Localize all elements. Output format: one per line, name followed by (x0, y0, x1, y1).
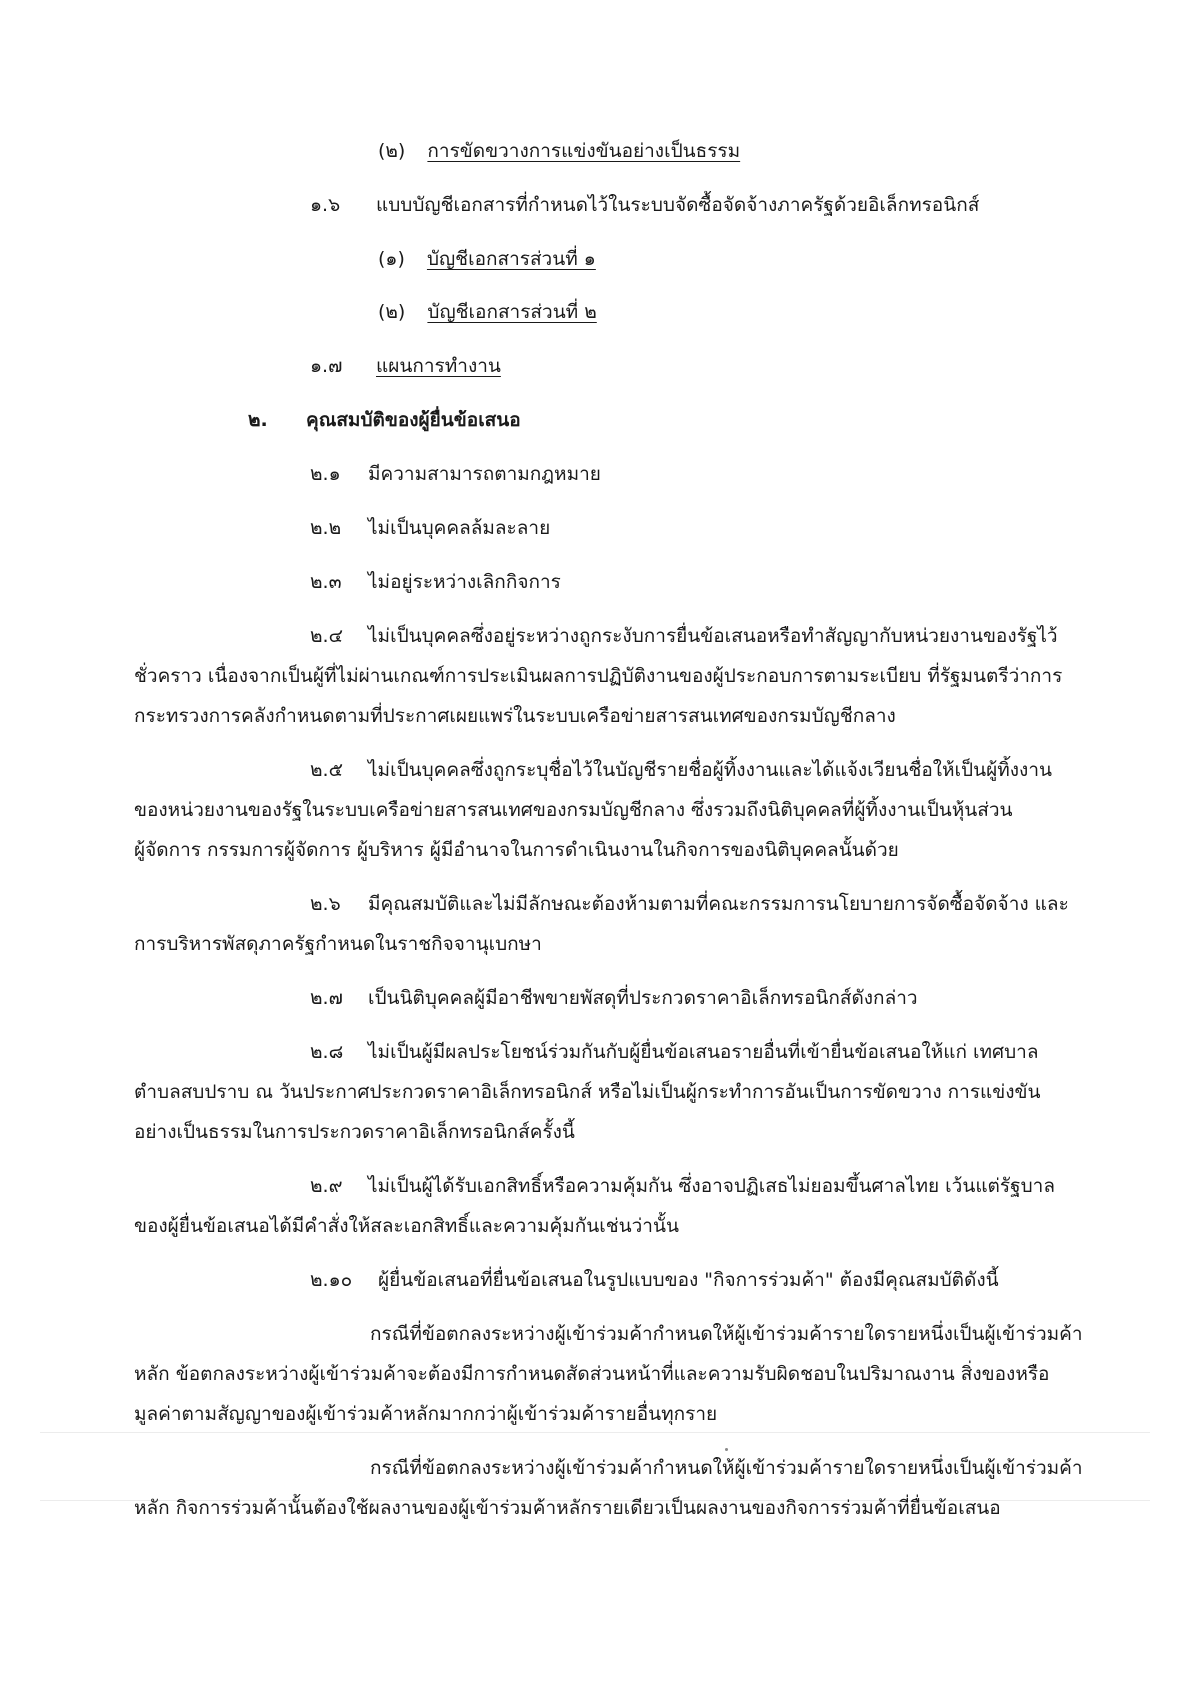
clause-text: มีคุณสมบัติและไม่มีลักษณะต้องห้ามตามที่คณะกรรมการนโยบายการจัดซื้อจัดจ้าง และ (368, 893, 1069, 915)
item-number: (๒) (378, 140, 406, 162)
section-number: ๑.๗ (310, 355, 343, 377)
clause-2-5-line-1 (310, 756, 1052, 784)
clause-2-10-p1-line-1: กรณีที่ข้อตกลงระหว่างผู้เข้าร่วมค้ากำหนดให้ผู้เข้าร่วมค้ารายใดรายหนึ่งเป็นผู้เข้าร่วมค้า (370, 1323, 1083, 1345)
clause-text: ไม่อยู่ระหว่างเลิกกิจการ (368, 571, 561, 593)
clause-2-10-p2-line-2: หลัก กิจการร่วมค้านั้นต้องใช้ผลงานของผู้เข้าร่วมค้าหลักรายเดียวเป็นผลงานของกิจการร่วมค้าที่ยื่นข้อเสนอ (134, 1497, 1001, 1519)
section-2-heading (248, 406, 521, 434)
clause-2-10-p2-line-1: กรณีที่ข้อตกลงระหว่างผู้เข้าร่วมค้ากำหนดให้ผู้เข้าร่วมค้ารายใดรายหนึ่งเป็นผู้เข้าร่วมค้า (370, 1457, 1083, 1479)
clause-number: ๒.๕ (310, 759, 343, 781)
clause-2-8-line-2: ตำบลสบปราบ ณ วันประกาศประกวดราคาอิเล็กทรอนิกส์ หรือไม่เป็นผู้กระทำการอันเป็นการขัดขวาง การแข่งขัน (134, 1081, 1041, 1103)
scan-line (40, 1432, 1150, 1433)
clause-2-2 (310, 514, 550, 542)
section-1-6 (310, 191, 979, 219)
scan-dot (725, 1448, 728, 1451)
clause-2-8-line-3: อย่างเป็นธรรมในการประกวดราคาอิเล็กทรอนิกส์ครั้งนี้ (134, 1121, 575, 1143)
item-1-6-2 (378, 298, 597, 326)
clause-text: มีความสามารถตามกฎหมาย (368, 463, 601, 485)
clause-2-4-line-3: กระทรวงการคลังกำหนดตามที่ประกาศเผยแพร่ในระบบเครือข่ายสารสนเทศของกรมบัญชีกลาง (134, 705, 896, 727)
item-1-5-2 (378, 137, 740, 165)
clause-number: ๒.๓ (310, 571, 342, 593)
clause-2-10-p1-line-2: หลัก ข้อตกลงระหว่างผู้เข้าร่วมค้าจะต้องมีการกำหนดสัดส่วนหน้าที่และความรับผิดชอบในปริมาณงาน สิ่งของหรือ (134, 1363, 1050, 1385)
clause-2-3 (310, 568, 561, 596)
section-text: แบบบัญชีเอกสารที่กำหนดไว้ในระบบจัดซื้อจัดจ้างภาครัฐด้วยอิเล็กทรอนิกส์ (376, 194, 980, 216)
section-number: ๑.๖ (310, 194, 341, 216)
clause-text: ไม่เป็นผู้ได้รับเอกสิทธิ์หรือความคุ้มกัน ซึ่งอาจปฏิเสธไม่ยอมขึ้นศาลไทย เว้นแต่รัฐบาล (368, 1175, 1055, 1197)
item-link-text[interactable]: บัญชีเอกสารส่วนที่ ๑ (426, 248, 596, 270)
item-1-6-1 (378, 245, 596, 273)
clause-text: ไม่เป็นบุคคลซึ่งถูกระบุชื่อไว้ในบัญชีรายชื่อผู้ทิ้งงานและได้แจ้งเวียนชื่อให้เป็นผู้ทิ้งงาน (368, 759, 1052, 781)
clause-number: ๒.๖ (310, 893, 341, 915)
clause-2-7 (310, 984, 918, 1012)
clause-2-6-line-2: การบริหารพัสดุภาครัฐกำหนดในราชกิจจานุเบกษา (134, 933, 542, 955)
clause-2-6-line-1 (310, 890, 1069, 918)
clause-text: เป็นนิติบุคคลผู้มีอาชีพขายพัสดุที่ประกวดราคาอิเล็กทรอนิกส์ดังกล่าว (368, 987, 918, 1009)
section-number: ๒. (248, 409, 268, 431)
clause-2-5-line-2: ของหน่วยงานของรัฐในระบบเครือข่ายสารสนเทศของกรมบัญชีกลาง ซึ่งรวมถึงนิติบุคคลที่ผู้ทิ้งงานเป็นหุ้นส่วน (134, 799, 1013, 821)
item-number: (๑) (378, 248, 405, 270)
section-1-7 (310, 352, 501, 380)
clause-number: ๒.๑๐ (310, 1269, 353, 1291)
clause-number: ๒.๑ (310, 463, 341, 485)
clause-2-8-line-1 (310, 1038, 1038, 1066)
clause-2-4-line-1 (310, 622, 1058, 650)
clause-number: ๒.๙ (310, 1175, 343, 1197)
clause-2-5-line-3: ผู้จัดการ กรรมการผู้จัดการ ผู้บริหาร ผู้มีอำนาจในการดำเนินงานในกิจการของนิติบุคคลนั้นด้วย (134, 839, 899, 861)
clause-number: ๒.๔ (310, 625, 343, 647)
clause-2-4-line-2: ชั่วคราว เนื่องจากเป็นผู้ที่ไม่ผ่านเกณฑ์การประเมินผลการปฏิบัติงานของผู้ประกอบการตามระเบียบ ที่รัฐมนตรีว่าการ (134, 665, 1063, 687)
item-link-text[interactable]: บัญชีเอกสารส่วนที่ ๒ (427, 301, 597, 323)
clause-2-9-line-1 (310, 1172, 1055, 1200)
clause-2-9-line-2: ของผู้ยื่นข้อเสนอได้มีคำสั่งให้สละเอกสิทธิ์และความคุ้มกันเช่นว่านั้น (134, 1215, 679, 1237)
clause-text: ไม่เป็นบุคคลล้มละลาย (368, 517, 551, 539)
clause-text: ไม่เป็นผู้มีผลประโยชน์ร่วมกันกับผู้ยื่นข้อเสนอรายอื่นที่เข้ายื่นข้อเสนอให้แก่ เทศบาล (368, 1041, 1039, 1063)
clause-number: ๒.๒ (310, 517, 342, 539)
section-title: คุณสมบัติของผู้ยื่นข้อเสนอ (306, 409, 521, 431)
clause-2-1 (310, 460, 601, 488)
clause-text: ไม่เป็นบุคคลซึ่งอยู่ระหว่างถูกระงับการยื่นข้อเสนอหรือทำสัญญากับหน่วยงานของรัฐไว้ (368, 625, 1058, 647)
clause-number: ๒.๗ (310, 987, 343, 1009)
section-link-text[interactable]: แผนการทำงาน (376, 355, 501, 377)
item-link-text[interactable]: การขัดขวางการแข่งขันอย่างเป็นธรรม (427, 140, 741, 162)
clause-text: ผู้ยื่นข้อเสนอที่ยื่นข้อเสนอในรูปแบบของ "กิจการร่วมค้า" ต้องมีคุณสมบัติดังนี้ (378, 1269, 999, 1291)
clause-number: ๒.๘ (310, 1041, 344, 1063)
clause-2-10 (310, 1266, 999, 1294)
item-number: (๒) (378, 301, 406, 323)
clause-2-10-p1-line-3: มูลค่าตามสัญญาของผู้เข้าร่วมค้าหลักมากกว่าผู้เข้าร่วมค้ารายอื่นทุกราย (134, 1403, 718, 1425)
